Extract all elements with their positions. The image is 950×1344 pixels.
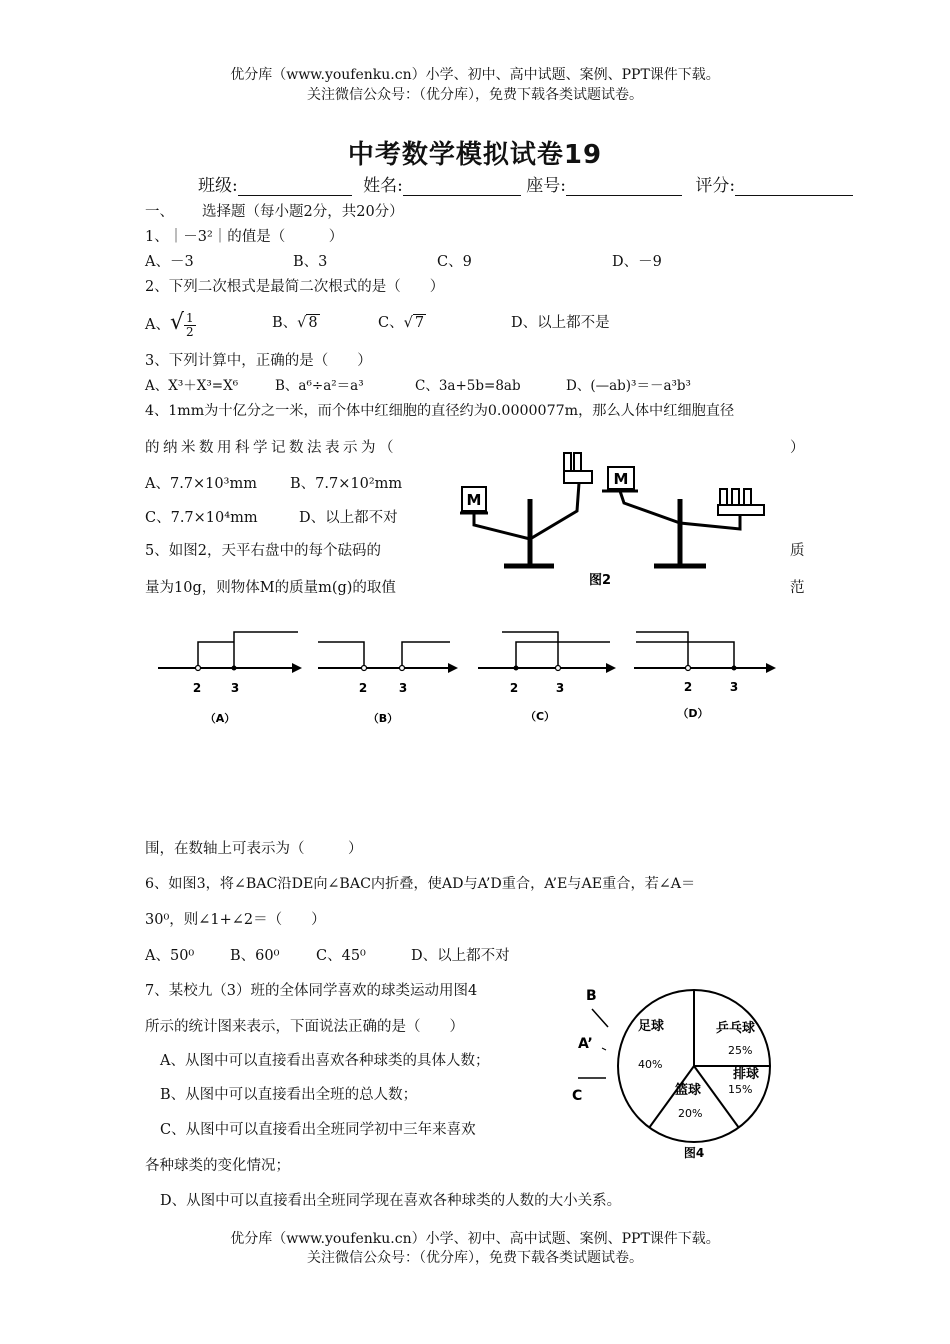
slice-label-pingpong: 乒乓球	[716, 1021, 756, 1036]
option-label: （D）	[677, 707, 709, 720]
q6-line-1: 6、如图3，将∠BAC沿DE向∠BAC内折叠，使AD与A’D重合，A’E与AE重合，若∠A＝	[145, 876, 696, 892]
q1-option-c: C、9	[437, 254, 472, 270]
q2-option-b: B、√ 8	[272, 315, 318, 331]
slice-label-football: 足球	[638, 1019, 665, 1034]
name-label: 姓名:	[363, 176, 403, 196]
q7-option-d: D、从图中可以直接看出全班同学现在喜欢各种球类的人数的大小关系。	[160, 1193, 622, 1209]
class-label: 班级:	[198, 176, 238, 196]
section-number: 一、	[145, 204, 174, 220]
weight-m-label: M	[466, 491, 482, 509]
slice-value-volleyball: 15%	[728, 1083, 753, 1096]
q3-stem: 3、下列计算中，正确的是（ ）	[145, 353, 372, 369]
tick-label: 3	[555, 681, 565, 695]
q4-option-b: B、7.7×10²mm	[290, 476, 403, 492]
tick-label: 2	[683, 680, 693, 694]
weight-icon	[744, 489, 751, 505]
figure-4-caption: 图4	[683, 1146, 705, 1160]
header-line-1: 优分库（www.youfenku.cn）小学、初中、高中试题、案例、PPT课件下载。	[230, 67, 720, 83]
weight-icon	[574, 453, 581, 471]
q4-line-2-end: ）	[790, 440, 805, 456]
q2-option-d: D、以上都不是	[511, 315, 610, 331]
q7-line-2: 所示的统计图来表示，下面说法正确的是（ ）	[145, 1019, 464, 1035]
q3-option-d: D、(—ab)³＝－a³b³	[566, 378, 691, 394]
weight-icon	[732, 489, 739, 505]
footer-line-2: 关注微信公众号：（优分库），免费下载各类试题试卷。	[307, 1250, 643, 1266]
q4-option-a: A、7.7×10³mm	[145, 476, 257, 492]
q3-option-a: A、X³＋X³=X⁶	[145, 378, 239, 394]
fraction-numerator: 1	[186, 310, 194, 325]
number-line-options	[150, 620, 790, 730]
page-title: 中考数学模拟试卷19	[347, 140, 603, 170]
tick-label: 2	[358, 681, 368, 695]
student-info-row	[198, 176, 853, 196]
option-label: （B）	[367, 712, 399, 725]
q6-line-2: 30⁰，则∠1+∠2＝（ ）	[145, 912, 326, 928]
q3-option-c: C、3a+5b=8ab	[415, 378, 521, 394]
q1-option-a: A、－3	[145, 254, 194, 270]
q2-radicand-c: 7	[414, 315, 425, 331]
q2-option-c: C、√ 7	[378, 315, 425, 331]
q7-line-1: 7、某校九（3）班的全体同学喜欢的球类运动用图4	[145, 983, 478, 999]
q2-option-c-label: C、	[378, 315, 404, 331]
q6-option-a: A、50⁰	[145, 948, 195, 964]
seat-field[interactable]	[566, 179, 682, 196]
q4-option-c: C、7.7×10⁴mm	[145, 510, 258, 526]
slice-label-volleyball: 排球	[733, 1067, 760, 1082]
point-a-prime-label: A’	[578, 1036, 593, 1052]
tick-label: 3	[398, 681, 408, 695]
figure-2-caption: 图2	[588, 573, 612, 588]
q2-option-b-label: B、	[272, 315, 298, 331]
q2-fraction	[184, 312, 196, 339]
right-balance	[602, 467, 764, 566]
q1-option-d: D、－9	[612, 254, 662, 270]
q2-stem: 2、下列二次根式是最简二次根式的是（ ）	[145, 279, 445, 295]
tick-label: 3	[729, 680, 739, 694]
q5-line-2: 量为10g，则物体M的质量m(g)的取值	[145, 580, 396, 596]
class-field[interactable]	[238, 179, 352, 196]
score-field[interactable]	[735, 179, 853, 196]
seat-label: 座号:	[526, 176, 567, 196]
fraction-denominator: 2	[186, 324, 194, 339]
option-label: （A）	[204, 712, 236, 725]
figure-2-balance-scales	[452, 445, 772, 590]
name-field[interactable]	[403, 179, 521, 196]
q5-line-1: 5、如图2，天平右盘中的每个砝码的	[145, 543, 381, 559]
q1-stem: 1、｜－3²｜的值是（ ）	[145, 229, 344, 245]
header-line-2: 关注微信公众号：（优分库），免费下载各类试题试卷。	[307, 87, 643, 103]
weight-icon	[564, 453, 571, 471]
left-balance	[460, 453, 592, 566]
slice-value-pingpong: 25%	[728, 1044, 753, 1057]
q7-option-a: A、从图中可以直接看出喜欢各种球类的具体人数；	[160, 1053, 490, 1069]
weight-m-label: M	[613, 470, 629, 488]
slice-value-football: 40%	[638, 1058, 663, 1071]
q1-option-b: B、3	[293, 254, 328, 270]
tick-label: 3	[230, 681, 240, 695]
slice-label-basketball: 篮球	[675, 1083, 702, 1098]
number-line-a	[158, 632, 302, 725]
q7-option-b: B、从图中可以直接看出全班的总人数；	[160, 1087, 418, 1103]
q5-line-2-end: 范	[790, 580, 805, 596]
q5-line-1-end: 质	[790, 543, 805, 559]
q6-option-c: C、45⁰	[316, 948, 366, 964]
q4-line-1: 4、1mm为十亿分之一米，而个体中红细胞的直径约为0.0000077m，那么人体中红细胞直径	[145, 403, 735, 419]
tick-label: 2	[192, 681, 202, 695]
q5-line-3: 围，在数轴上可表示为（ ）	[145, 841, 363, 857]
q2-radicand-b: 8	[308, 315, 318, 331]
q2-option-a-label: A、	[145, 317, 170, 333]
point-c-label: C	[572, 1088, 583, 1104]
number-line-d	[634, 632, 776, 720]
score-label: 评分:	[695, 176, 736, 196]
q3-option-b: B、a⁶÷a²＝a³	[275, 378, 364, 394]
number-line-c	[478, 632, 616, 723]
weight-icon	[720, 489, 727, 505]
q2-option-a: A、√ $\frac{1}{2}$	[145, 310, 194, 339]
q4-line-2: 的纳米数用科学记数法表示为（	[145, 440, 397, 456]
q6-option-b: B、60⁰	[230, 948, 280, 964]
footer-line-1: 优分库（www.youfenku.cn）小学、初中、高中试题、案例、PPT课件下载。	[230, 1231, 720, 1247]
q7-option-c-1: C、从图中可以直接看出全班同学初中三年来喜欢	[160, 1122, 476, 1138]
figure-4-pie-chart	[600, 986, 780, 1164]
number-line-b	[318, 642, 458, 725]
q4-option-d: D、以上都不对	[299, 510, 398, 526]
q6-option-d: D、以上都不对	[411, 948, 510, 964]
q7-option-c-2: 各种球类的变化情况；	[145, 1158, 290, 1174]
slice-value-basketball: 20%	[678, 1107, 703, 1120]
tick-label: 2	[509, 681, 519, 695]
section-title: 选择题（每小题2分，共20分）	[202, 204, 404, 220]
option-label: （C）	[524, 710, 556, 723]
point-b-label: B	[586, 988, 597, 1004]
